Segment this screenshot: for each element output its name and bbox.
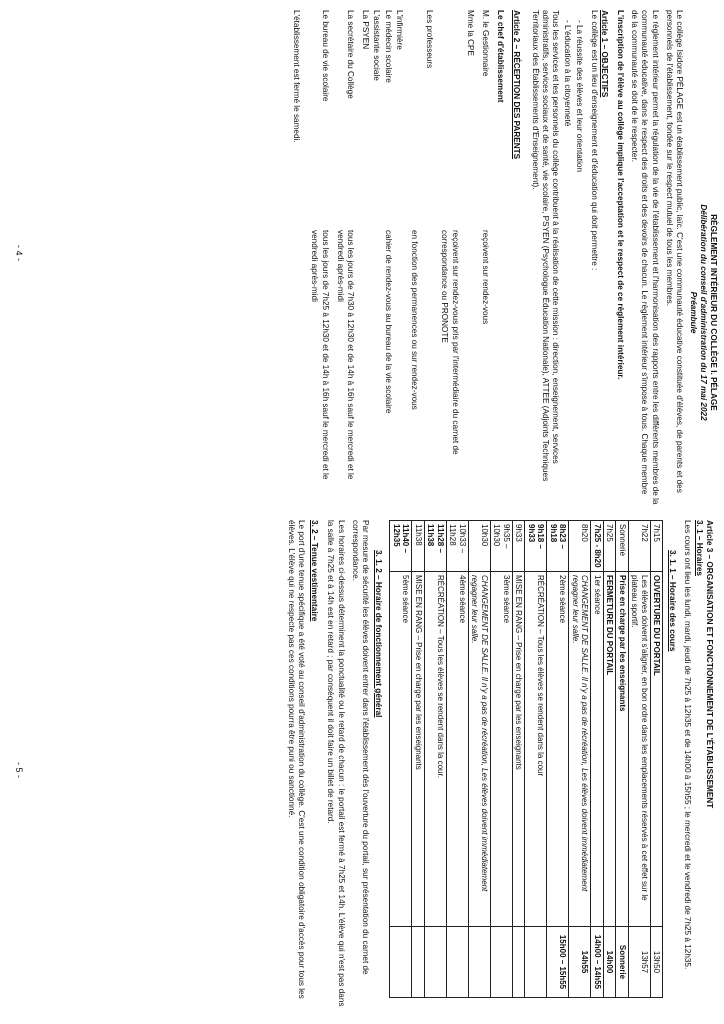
schedule-start: 10h33 – 11h28	[446, 521, 468, 572]
hours-intro: Les cours ont lieu les lundi, mardi, jeudi de 7h25 à 12h35 et de 14h00 à 15h55 ; le mercredi et le vendredi de 7h25 à 12h35.	[682, 520, 692, 970]
page-4-body	[291, 10, 684, 505]
reception-what	[371, 230, 381, 505]
reception-row	[424, 10, 434, 505]
general-paragraph: Les horaires ci-dessus déterminent la ponctualité ou le retard de chacun : le portail est fermé à 7h25 et 14h. L'élève qui n'est pas dans la salle à 7h25 et à 14h est en retard ; par conséquent il doit faire un billet de retard.	[326, 520, 346, 1007]
schedule-desc: Prise en charge par les enseignants	[616, 572, 629, 927]
schedule-desc: RÉCRÉATION – Tous les élèves se rendent dans la cour.	[424, 572, 446, 927]
schedule-row	[490, 521, 512, 998]
schedule-start: 8h23 – 9h18	[547, 521, 569, 572]
schedule-start: 10h30	[468, 521, 490, 572]
reception-who: Le médecin scolaire	[383, 10, 393, 83]
reception-row	[309, 10, 329, 505]
schedule-row	[603, 521, 616, 998]
schedule-start: 7h25 - 8h20	[591, 521, 604, 572]
preamble-heading: Préambule	[688, 291, 698, 334]
article3-heading: Article 3 – ORGANISATION ET FONCTIONNEMENT DE L'ÉTABLISSEMENT	[705, 520, 714, 809]
reception-who: Les professeurs	[425, 10, 435, 69]
schedule-row	[424, 521, 446, 998]
reception-row	[382, 10, 392, 505]
reception-who: M. le Gestionnaire	[480, 10, 490, 77]
page-5-body	[286, 520, 714, 1015]
schedule-row	[512, 521, 525, 998]
schedule-desc: 1er séance	[591, 572, 604, 927]
schedule-pm: Sonnerie	[616, 927, 629, 998]
article2-heading: Article 2 – RÉCEPTION DES PARENTS	[512, 10, 522, 160]
reception-row	[480, 10, 490, 505]
reception-what	[465, 230, 475, 505]
schedule-start: Sonnerie	[616, 521, 629, 572]
reception-what: tous les jours de 7h25 à 12h30 et de 14h à 16h sauf le mercredi et le vendredi après-midi	[310, 230, 330, 480]
reception-who: La secrétaire du Collège	[345, 10, 355, 99]
reception-who: La PSYEN	[361, 10, 371, 50]
reception-what: reçoivent sur rendez-vous pris par l'intermédiaire du carnet de correspondance ou PRONOTE	[440, 230, 460, 455]
reception-what	[495, 230, 505, 505]
schedule-desc: 3ème séance	[490, 572, 512, 927]
schedule-desc: 5ème séance	[390, 572, 412, 927]
schedule-pm: 14h55	[569, 927, 591, 998]
schedule-row	[547, 521, 569, 998]
preamble-paragraph: L'inscription de l'élève au collège implique l'acceptation et le respect de ce règlement intérieur.	[615, 10, 625, 380]
article1-bullet: - La réussite des élèves et leur orientation	[575, 20, 585, 173]
schedule-desc: 2ème séance	[547, 572, 569, 927]
schedule-start: 8h20	[569, 521, 591, 572]
schedule-pm: 13h50	[650, 927, 663, 998]
schedule-body	[390, 521, 663, 998]
closing-note: L'établissement est fermé le samedi.	[292, 10, 302, 143]
schedule-pm	[390, 927, 412, 998]
page-number: - 4 -	[14, 245, 24, 262]
schedule-pm: 13h57	[628, 927, 650, 998]
schedule-desc: CHANGEMENT DE SALLE. Il n'y a pas de récréation, Les élèves doivent immédiatement regagner leur salle.	[569, 572, 591, 927]
schedule-start: 11h38	[412, 521, 425, 572]
preamble-paragraph: Le collège Isidore PÉLAGE est un établissement public, laïc. C'est une communauté éducative constituée d'élèves, de parents et des personnels de l'établissement, fondée sur le respect mutuel de tous les membres.	[664, 10, 684, 493]
reception-what	[424, 230, 434, 505]
schedule-start: 9h18 – 9h33	[525, 521, 547, 572]
general-paragraph: Par mesure de sécurité les élèves doivent entrer dans l'établissement dès l'ouverture du portail, sur présentation du carnet de correspondance.	[350, 520, 370, 975]
document-header	[687, 120, 718, 505]
schedule-start: 7h22	[628, 521, 650, 572]
schedule-pm	[525, 927, 547, 998]
schedule-start: 11h40 – 12h35	[390, 521, 412, 572]
schedule-pm	[512, 927, 525, 998]
schedule-row	[628, 521, 650, 998]
section-3-1-2-heading: 3. 1. 2 – Horaire de fonctionnement général	[374, 550, 384, 718]
schedule-pm	[468, 927, 490, 998]
schedule-pm	[490, 927, 512, 998]
schedule-row	[569, 521, 591, 998]
schedule-pm	[446, 927, 468, 998]
reception-who: Le bureau de vie scolaire	[320, 10, 330, 102]
reception-row	[495, 10, 505, 505]
schedule-desc: FERMETURE DU PORTAIL	[603, 572, 616, 927]
schedule-desc: RÉCRÉATION – Tous les élèves se rendent dans la cour	[525, 572, 547, 927]
schedule-desc: 4ème séance	[446, 572, 468, 927]
schedule-desc: Les élèves doivent s'aligner, en bon ordre dans les emplacements réservés à cet effet sur le plateau sportif.	[628, 572, 650, 927]
schedule-start: 7h15	[650, 521, 663, 572]
schedule-row	[650, 521, 663, 998]
schedule-row	[412, 521, 425, 998]
article1-heading: Article 1 – OBJECTIFS	[599, 10, 609, 98]
section-3-1-heading: 3. 1 – Horaires	[694, 520, 704, 576]
reception-row	[360, 10, 370, 505]
reception-who	[439, 10, 459, 230]
article1-bullet: - L'éducation à la citoyenneté	[563, 20, 573, 127]
document-title: RÈGLEMENT INTÉRIEUR DU COLLÈGE I. PÉLAGE	[709, 214, 718, 411]
reception-what: en fonction des permanences ou sur rendez-vous	[409, 230, 419, 410]
reception-what: tous les jours de 7h30 à 12h30 et de 14h à 16h sauf le mercredi et le vendredi après-midi	[335, 230, 355, 480]
article1-intro: Le collège est un lieu d'enseignement et d'éducation qui doit permettre :	[589, 10, 599, 271]
schedule-start: 9h35 – 10h30	[490, 521, 512, 572]
reception-who: L'infirmière	[394, 10, 404, 50]
schedule-row	[591, 521, 604, 998]
schedule-start: 11h28 – 11h38	[424, 521, 446, 572]
reception-row	[439, 10, 459, 505]
schedule-table	[389, 520, 663, 998]
schedule-start: 7h25	[603, 521, 616, 572]
reception-row	[371, 10, 381, 505]
schedule-pm: 15h00 – 15h55	[547, 927, 569, 998]
schedule-desc: CHANGEMENT DE SALLE. Il n'y a pas de récréation, Les élèves doivent immédiatement regagner leur salle.	[468, 572, 490, 927]
reception-what	[394, 230, 404, 505]
reception-who: Le chef d'établissement	[496, 10, 506, 103]
reception-row	[465, 10, 475, 505]
schedule-pm	[424, 927, 446, 998]
section-3-1-1-heading: 3. 1. 1 – Horaire des cours	[668, 550, 678, 652]
schedule-desc: OUVERTURE DU PORTAIL	[650, 572, 663, 927]
page-5	[0, 512, 724, 1024]
reception-row	[335, 10, 355, 505]
schedule-row	[525, 521, 547, 998]
schedule-row	[616, 521, 629, 998]
section-3-2-heading: 3. 2 – Tenue vestimentaire	[310, 520, 320, 622]
schedule-start: 9h33	[512, 521, 525, 572]
schedule-pm: 14h00	[603, 927, 616, 998]
reception-who	[409, 10, 419, 230]
schedule-pm	[412, 927, 425, 998]
schedule-pm: 14h00 – 14h55	[591, 927, 604, 998]
reception-what: reçoivent sur rendez-vous	[480, 230, 490, 325]
schedule-desc: MISE EN RANG – Prise en charge par les enseignants	[412, 572, 425, 927]
reception-who: L'assistante sociale	[372, 10, 382, 81]
article1-paragraph: Tous les services et les personnels du collège contribuent à la réalisation de cette mission : direction, enseignement, services administratifs, services sociaux et de santé, vie scolaire, PSYEN (Psychologue Éducation Nationale), ATTEE (Adjoints Techniques Territoriaux des Établissements d'Enseignement).	[530, 10, 560, 482]
reception-row	[409, 10, 419, 505]
page-number: - 5 -	[14, 762, 24, 779]
schedule-row	[468, 521, 490, 998]
page-4	[0, 0, 724, 510]
reception-row	[394, 10, 404, 505]
schedule-row	[446, 521, 468, 998]
reception-what	[360, 230, 370, 505]
schedule-row	[390, 521, 412, 998]
reception-who: Mme la CPE	[465, 10, 475, 56]
reception-what: cahier de rendez-vous au bureau de la vie scolaire	[383, 230, 393, 414]
preamble-paragraph: Le règlement intérieur permet la régulation de la vie de l'établissement et l'harmonisation des rapports entre les différents membres de la communauté éducative, dans le respect des droits et des devoirs de chacun. Le règlement intérieur s'impose à tous. Chaque membre de la communauté se doit de le respecter.	[630, 10, 660, 505]
dress-paragraph: Le port d'une tenue spécifique a été voté au conseil d'administration du collège. C'est une condition obligatoire d'accès pour tous les élèves. L'élève qui ne respecte pas ces conditions pourra être puni ou sanctionné.	[286, 520, 306, 999]
document-subtitle: Délibération du conseil d'administration du 17 mai 2022	[698, 204, 708, 421]
schedule-desc: MISE EN RANG – Prise en charge par les enseignants	[512, 572, 525, 927]
